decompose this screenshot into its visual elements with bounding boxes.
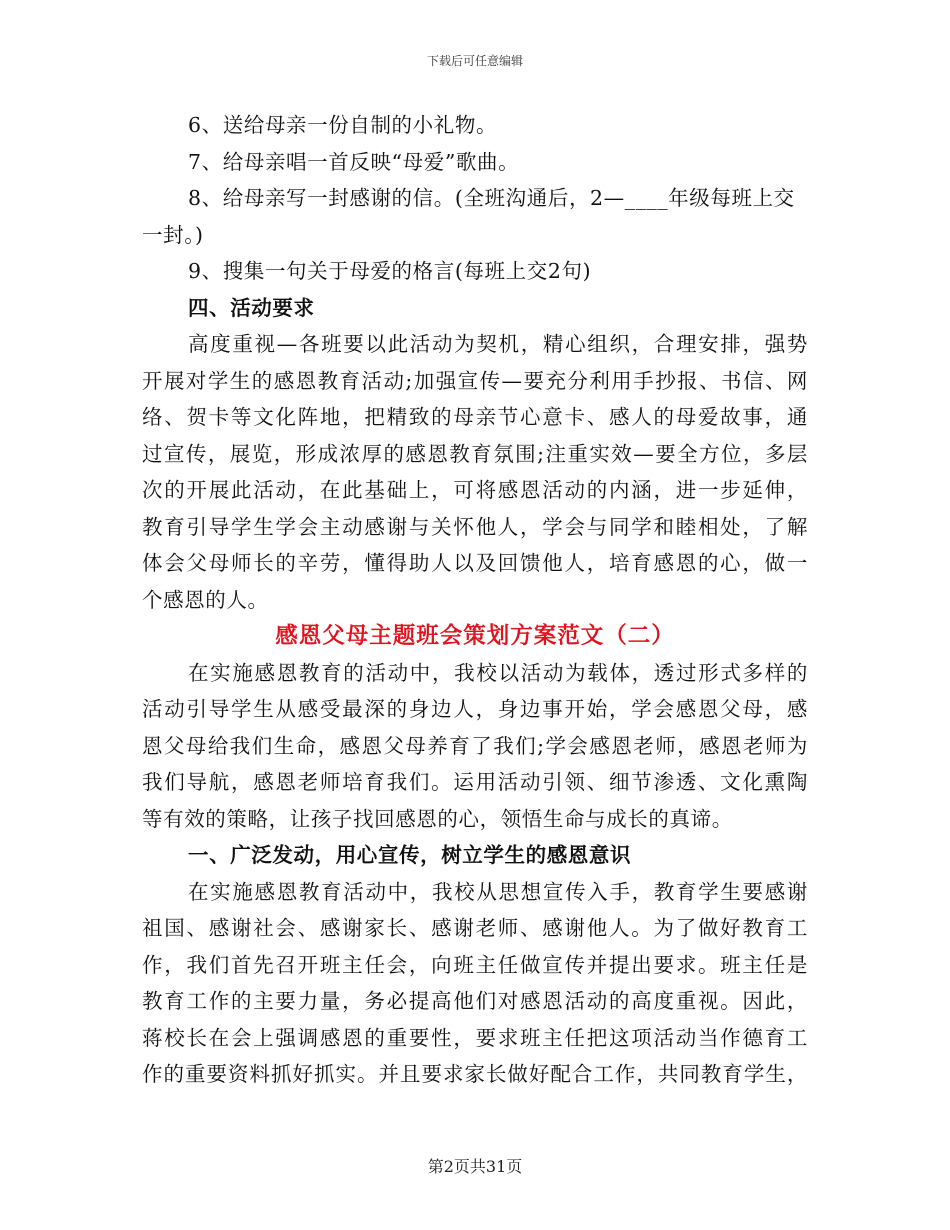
list-item: 6、送给母亲一份自制的小礼物。 [188, 113, 498, 137]
paragraph-line: 教育工作的主要力量，务必提高他们对感恩活动的高度重视。因此， [142, 989, 808, 1013]
list-item: 7、给母亲唱一首反映“母爱”歌曲。 [188, 149, 520, 174]
section-heading: 一、广泛发动，用心宣传，树立学生的感恩意识 [188, 843, 632, 867]
document-body [142, 107, 808, 1093]
paragraph-line: 个感恩的人。 [142, 587, 269, 612]
paragraph-line: 祖国、感谢社会、感谢家长、感谢老师、感谢他人。为了做好教育工 [142, 916, 808, 940]
paragraph-line: 教育引导学生学会主动感谢与关怀他人，学会与同学和睦相处，了解 [142, 514, 808, 539]
paragraph-line: 恩父母给我们生命，感恩父母养育了我们;学会感恩老师，感恩老师为 [142, 733, 808, 758]
paragraph-line: 作的重要资料抓好抓实。并且要求家长做好配合工作，共同教育学生， [142, 1062, 808, 1086]
paragraph-line: 作，我们首先召开班主任会，向班主任做宣传并提出要求。班主任是 [142, 952, 808, 977]
paragraph-line: 次的开展此活动，在此基础上，可将感恩活动的内涵，进一步延伸， [142, 478, 808, 502]
paragraph-line: 活动引导学生从感受最深的身边人，身边事开始，学会感恩父母，感 [142, 697, 808, 721]
list-item: 8、给母亲写一封感谢的信。(全班沟通后，2—____年级每班上交 [188, 186, 795, 210]
paragraph [142, 326, 808, 618]
page-header: 下载后可任意编辑 [426, 54, 523, 68]
list-item: 9、搜集一句关于母爱的格言(每班上交2句) [188, 259, 592, 283]
paragraph-line: 我们导航，感恩老师培育我们。运用活动引领、细节渗透、文化熏陶 [142, 770, 808, 794]
paragraph-line: 体会父母师长的辛劳，懂得助人以及回馈他人，培育感恩的心，做一 [142, 551, 808, 575]
paragraph-line: 蒋校长在会上强调感恩的重要性，要求班主任把这项活动当作德育工 [142, 1025, 808, 1050]
list-item-continuation: 一封。) [142, 222, 204, 247]
document-title: 感恩父母主题班会策划方案范文（二） [275, 623, 675, 649]
paragraph [142, 655, 808, 838]
paragraph-line: 等有效的策略，让孩子找回感恩的心，领悟生命与成长的真谛。 [142, 806, 733, 831]
paragraph [142, 874, 808, 1093]
paragraph-line: 过宣传，展览，形成浓厚的感恩教育氛围;注重实效—要全方位，多层 [142, 441, 808, 466]
paragraph-line: 络、贺卡等文化阵地，把精致的母亲节心意卡、感人的母爱故事，通 [142, 405, 808, 429]
paragraph-line: 高度重视—各班要以此活动为契机，精心组织，合理安排，强势 [188, 332, 808, 356]
section-heading: 四、活动要求 [188, 295, 315, 320]
paragraph-line: 开展对学生的感恩教育活动;加强宣传—要充分利用手抄报、书信、网 [142, 368, 808, 393]
page-footer: 第2页共31页 [427, 1157, 523, 1176]
paragraph-line: 在实施感恩教育活动中，我校从思想宣传入手，教育学生要感谢 [188, 879, 808, 904]
paragraph-line: 在实施感恩教育的活动中，我校以活动为载体，透过形式多样的 [188, 660, 808, 685]
